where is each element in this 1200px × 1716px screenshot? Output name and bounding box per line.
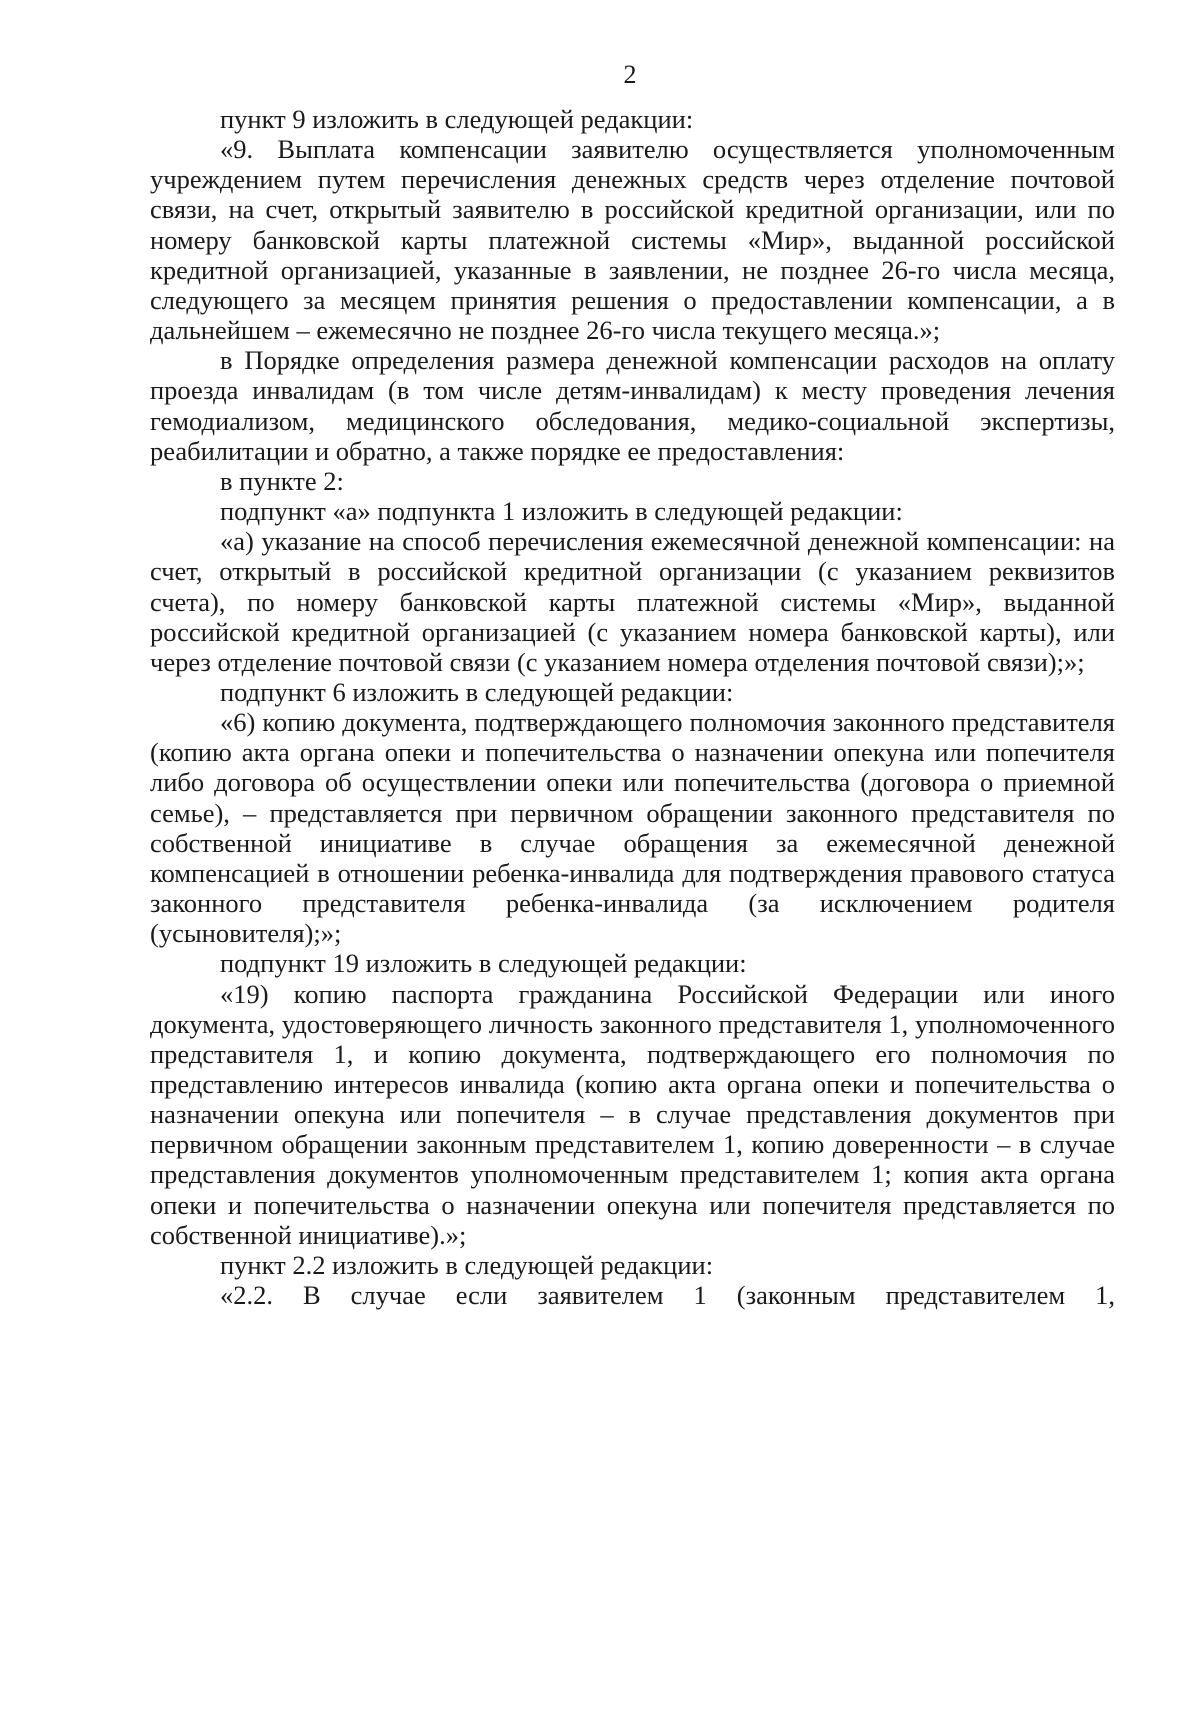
page-number: 2	[623, 60, 637, 89]
paragraph-subitem-a-text: «а) указание на способ перечисления ежемесячной денежной компенсации: на счет, открытый в российской кредитной организации (с указанием реквизитов счета), по номеру банковской карты платежной системы «Мир», выданной российской кредитной организацией (с указанием номера банковской карты), или через отделение почтовой связи (с указанием номера отделения почтовой связи);»;	[150, 526, 1115, 677]
paragraph-subitem-6-text: «6) копию документа, подтверждающего полномочия законного представителя (копию акта органа опеки и попечительства о назначении опекуна или попечителя либо договора об осуществлении опеки или попечительства (договора о приемной семье), – представляется при первичном обращении законного представителя по собственной инициативе в случае обращения за ежемесячной денежной компенсацией в отношении ребенка-инвалида для подтверждения правового статуса законного представителя ребенка-инвалида (за исключением родителя (усыновителя);»;	[150, 707, 1115, 949]
paragraph-subitem-19-text: «19) копию паспорта гражданина Российской Федерации или иного документа, удостоверяющего личность законного представителя 1, уполномоченного представителя 1, и копию документа, подтверждающего его полномочия по представлению интересов инвалида (копию акта органа опеки и попечительства о назначении опекуна или попечителя – в случае представления документов при первичном обращении законным представителем 1, копию доверенности – в случае представления документов уполномоченным представителем 1; копия акта органа опеки и попечительства о назначении опекуна или попечителя представляется по собственной инициативе).»;	[150, 978, 1115, 1250]
paragraph-amend-subitem-a: подпункт «а» подпункта 1 изложить в следующей редакции:	[220, 496, 903, 527]
paragraph-amend-subitem-6: подпункт 6 изложить в следующей редакции:	[220, 676, 734, 707]
paragraph-amend-subitem-19: подпункт 19 изложить в следующей редакции:	[220, 948, 747, 979]
paragraph-amend-item-9: пункт 9 изложить в следующей редакции:	[220, 104, 694, 134]
paragraph-item-9-text: «9. Выплата компенсации заявителю осуществляется уполномоченным учреждением путем перечисления денежных средств через отделение почтовой связи, на счет, открытый заявителю в российской кредитной организации, или по номеру банковской карты платежной системы «Мир», выданной российской кредитной организацией, указанные в заявлении, не позднее 26-го числа месяца, следующего за месяцем принятия решения о предоставлении компенсации, а в дальнейшем – ежемесячно не позднее 26-го числа текущего месяца.»;	[150, 134, 1115, 346]
document-body	[150, 104, 1115, 1310]
paragraph-procedure-title: в Порядке определения размера денежной компенсации расходов на оплату проезда инвалидам (в том числе детям-инвалидам) к месту проведения лечения гемодиализом, медицинского обследования, медико-социальной экспертизы, реабилитации и обратно, а также порядке ее предоставления:	[150, 345, 1115, 466]
paragraph-amend-item-2-2: пункт 2.2 изложить в следующей редакции:	[220, 1249, 714, 1280]
paragraph-item-2-2-text: «2.2. В случае если заявителем 1 (законным представителем 1,	[220, 1280, 1115, 1311]
paragraph-in-item-2: в пункте 2:	[220, 465, 344, 496]
